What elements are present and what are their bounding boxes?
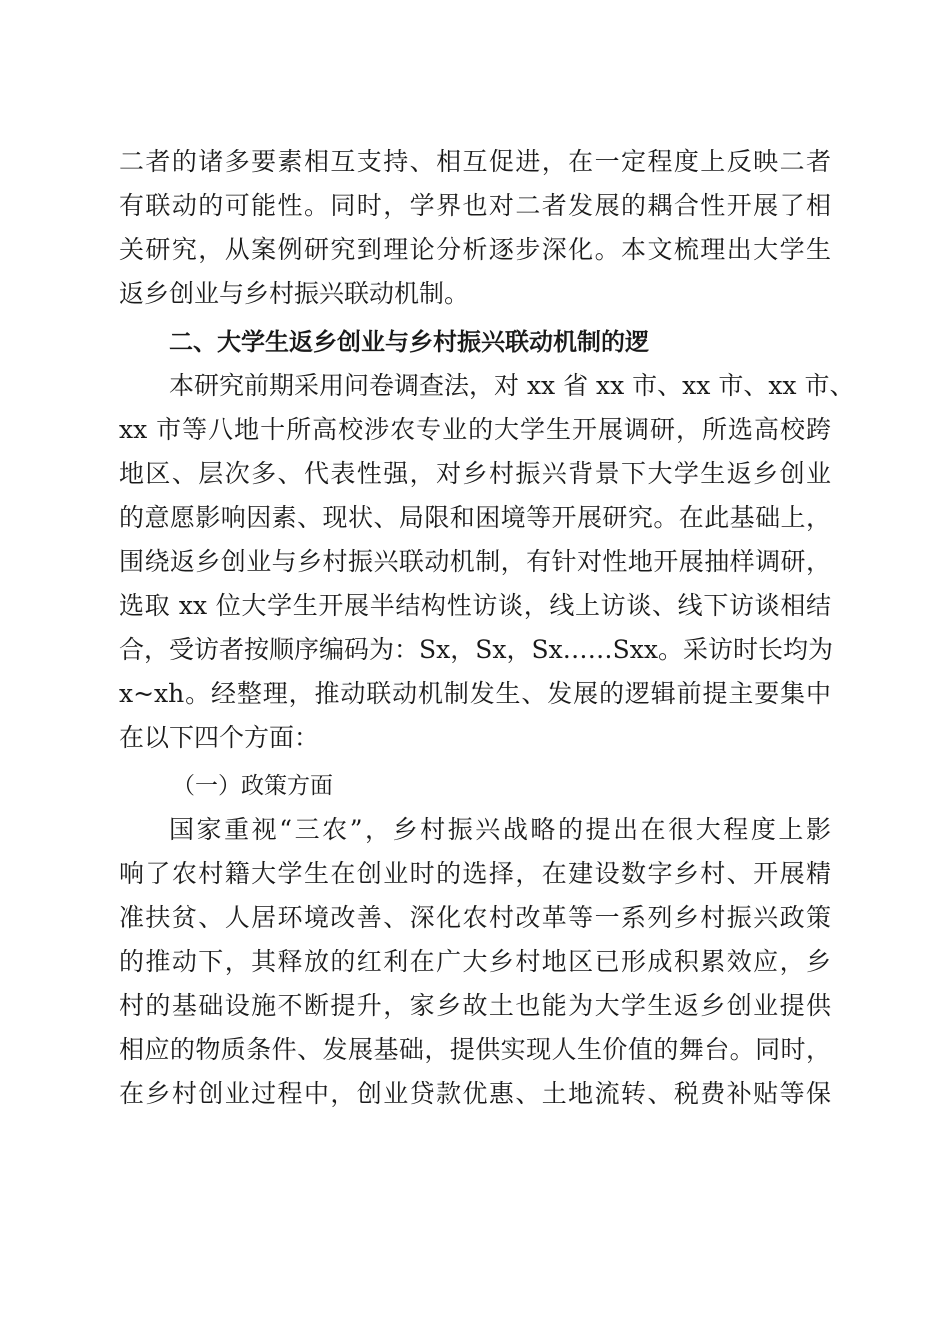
paragraph-line: 选取 xx 位大学生开展半结构性访谈，线上访谈、线下访谈相结 [119, 591, 831, 620]
paragraph-line: 村的基础设施不断提升，家乡故土也能为大学生返乡创业提供 [119, 991, 831, 1020]
paragraph-line: x~xh。经整理，推动联动机制发生、发展的逻辑前提主要集中 [119, 679, 831, 708]
paragraph-line: 围绕返乡创业与乡村振兴联动机制，有针对性地开展抽样调研， [119, 547, 831, 576]
paragraph-line: 响了农村籍大学生在创业时的选择，在建设数字乡村、开展精 [119, 859, 831, 888]
paragraph-line: 返乡创业与乡村振兴联动机制。 [119, 279, 470, 308]
paragraph-line: 有联动的可能性。同时，学界也对二者发展的耦合性开展了相 [119, 191, 831, 220]
paragraph-line: 合，受访者按顺序编码为：Sx，Sx，Sx……Sxx。采访时长均为 [119, 635, 834, 664]
paragraph-line: 准扶贫、人居环境改善、深化农村改革等一系列乡村振兴政策 [119, 903, 831, 932]
paragraph-line: 本研究前期采用问卷调查法，对 xx 省 xx 市、xx 市、xx 市、 [169, 371, 855, 400]
section-heading: 二、大学生返乡创业与乡村振兴联动机制的逻 [169, 328, 649, 356]
subsection-heading: （一）政策方面 [172, 773, 333, 799]
paragraph-line: 的意愿影响因素、现状、局限和困境等开展研究。在此基础上， [119, 503, 831, 532]
paragraph-line: 相应的物质条件、发展基础，提供实现人生价值的舞台。同时， [119, 1035, 831, 1064]
paragraph-line: 关研究，从案例研究到理论分析逐步深化。本文梳理出大学生 [119, 235, 831, 264]
paragraph-line: 二者的诸多要素相互支持、相互促进，在一定程度上反映二者 [119, 147, 831, 176]
paragraph-line: 在以下四个方面： [119, 723, 320, 752]
paragraph-line: 地区、层次多、代表性强，对乡村振兴背景下大学生返乡创业 [119, 459, 831, 488]
paragraph-line: 在乡村创业过程中，创业贷款优惠、土地流转、税费补贴等保 [119, 1079, 831, 1108]
paragraph-line: xx 市等八地十所高校涉农专业的大学生开展调研，所选高校跨 [119, 415, 831, 444]
paragraph-line: 的推动下，其释放的红利在广大乡村地区已形成积累效应，乡 [119, 947, 831, 976]
paragraph-line: 国家重视“三农”，乡村振兴战略的提出在很大程度上影 [169, 815, 831, 844]
